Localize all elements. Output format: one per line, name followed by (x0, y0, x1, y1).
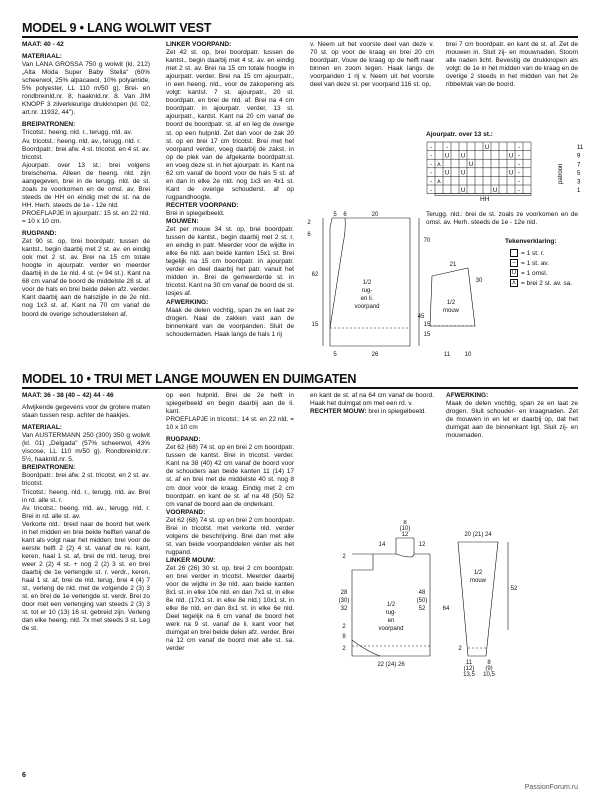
chart-row-number: 1 (577, 188, 581, 195)
m10-sleeve-label-2: mouw (469, 578, 487, 584)
m10-dim-8: 8 (403, 520, 407, 526)
m9-dim-6b: 6 (307, 232, 311, 238)
chart-symbol: U (508, 153, 514, 160)
m10-dim-10p: (10) (399, 526, 411, 532)
legend-title: Tekenverklaring: (505, 238, 557, 245)
p2tog-symbol-icon: ⋏ (511, 280, 517, 286)
chart-row-number: 5 (577, 170, 581, 177)
m10-front-label-2: rug- (385, 610, 397, 616)
model10-title: MODEL 10 • TRUI MET LANGE MOUWEN EN DUIMGATEN (22, 372, 357, 386)
chart-symbol: U (468, 162, 474, 168)
m10-dim-64: 64 (442, 606, 450, 612)
m9-back-label-4: voorpand (354, 304, 380, 310)
chart-symbol: - (430, 170, 432, 177)
body-paragraph: Van AUSTERMANN 250 (300) 350 g wolwit (kl. 01) „Delgada" (57% scheerwol, 43% viscose, LL 110 m/50 g). Rondbreinld.nr: 5½, haaknld.nr. 5. (22, 432, 150, 464)
m9-dim-5a: 5 (333, 212, 337, 218)
yarnover-symbol-icon: U (511, 270, 517, 276)
body-paragraph: Maak de delen vochtig, span ze en laat ze drogen. Naai de zakken vast aan de binnenkant van de voorpanden. Sluit de schoudernaden. Haak langs de hals 1 rij (166, 306, 294, 338)
m9-sleeve-label-2: mouw (442, 308, 460, 314)
section-heading: BREIPATRONEN: (22, 121, 76, 129)
section-heading: RUGPAND: (22, 230, 57, 238)
m9-column-1 (22, 41, 150, 319)
m10-dim-14: 14 (378, 542, 386, 548)
m10-dim-2a: 2 (342, 554, 346, 560)
chart-symbol: ⋏ (436, 179, 442, 186)
m9-dim-11: 11 (443, 352, 451, 358)
m10-dim-12p: (12) (463, 666, 475, 672)
m10-dim-48: 48 (418, 590, 426, 596)
m10-front-label-1: 1/2 (386, 602, 396, 608)
m9-back-label-1: 1/2 (362, 280, 372, 286)
body-paragraph: Afwijkende gegevens voor de grotere maten staan tussen resp. achter de haakjes. (22, 404, 150, 420)
m10-column-4 (446, 392, 578, 440)
m9-dim-30: 30 (475, 278, 483, 284)
inline-heading: RECHTER MOUW: (310, 408, 367, 416)
section-heading: MOUWEN: (166, 218, 199, 226)
section-heading: MATERIAAL: (22, 53, 62, 61)
m10-column-3 (310, 392, 434, 416)
chart-symbol: - (430, 179, 432, 186)
m10-dim-9p: (9) (485, 666, 493, 672)
chart-symbol: U (460, 170, 466, 177)
legend-knit: = 1 st. r. (510, 249, 544, 257)
body-paragraph: Av. tricotst.: heeng. nld. av., terugg. nld. r. Brei in rd. alle st. av. (22, 504, 150, 520)
chart-symbol: - (446, 144, 448, 151)
body-paragraph: Maak de delen vochtig, span ze en laat ze drogen. Sluit schouder- en kraagnaden. Zet de mouwen in en let er daarbij op, dat het duimgat aan de binnenkant ligt. Sluit zij- en mouwnaden. (446, 400, 578, 440)
section-heading: AFWERKING: (166, 298, 209, 306)
m10-front-label-3: en (387, 618, 395, 624)
body-paragraph: PROEFLAPJE in ajourpatr.: 15 st. en 22 nld. = 10 x 10 cm. (22, 209, 150, 225)
m10-dim-10-5: 10,5 (483, 672, 495, 678)
m10-dim-28: 28 (340, 590, 348, 596)
m10-sleeve-label-1: 1/2 (473, 570, 483, 576)
body-paragraph: Zet 62 (68) 74 st. op en brei 2 cm boordpatr. tussen de kantst. Brei in tricotst. verder. Kant na 38 (40) 42 cm vanaf de boord voor de schouders aan beide kanten 11 (14) 17 st. af en brei met de middelste 40 st. nog 8 cm door voor de kraag. Eindig met 2 cm boordpatr. en kant de st. af na 48 (50) 52 cm vanaf de boord aan de onderkant. (166, 444, 294, 508)
chart-symbol: U (484, 144, 490, 151)
ajour-chart (425, 140, 585, 206)
m9-dim-2: 2 (307, 220, 311, 226)
m9-schematic (305, 208, 505, 358)
m9-back-label-2: rug- (361, 288, 373, 294)
chart-symbol: - (518, 187, 520, 194)
page-number: 6 (22, 772, 26, 779)
m9-dim-45: 45 (417, 314, 425, 320)
body-paragraph: brei 7 cm boordpatr. en kant de st. af. Zet de mouwen in. Sluit zij- en mouwnaden. Stoom alle naden licht. Bevestig de drukknopen als volgt: de 1e in het midden van de kraag en de overige 2 steeds in het midden van het 2e ribbelvlak van de boord. (446, 41, 578, 89)
chart-symbol: - (430, 162, 432, 168)
m9-column-4 (446, 41, 578, 89)
chart-symbol: U (508, 170, 514, 177)
chart-row-number: 11 (577, 145, 584, 152)
m9-dim-62: 62 (311, 272, 319, 278)
section-heading: RECHTER VOORPAND: (166, 201, 239, 209)
body-paragraph: Van LANA GROSSA 750 g wolwit (kl. 212) „Alta Moda Super Baby Stella" (60% scheerwol, 25% alpacawol, 10% polyamide, 5% polyester, LL 110 m/50 g). Brei- en rondbreinld.nr. 8, haaknld.nr. 8. Van JIM KNOPF 3 zilverkleurige drukknopen (kl. 02, art.nr. 11932, 44"). (22, 61, 150, 117)
m10-dim-12b: 12 (418, 542, 426, 548)
section-heading: LINKER MOUW: (166, 556, 216, 564)
body-paragraph: Zet 42 st. op, brei boordpatr. tussen de kantst., begin daarbij met 4 st. av. en eindig met 2 st. av. Brei na 15 cm totale hoogte in ajourpatr. verder. Brei na 15 cm ajourpatr., in een heeng. nld., voor de zakopening als volgt: kantst. 7 st. ajourpatr., 20 st. boordpatr. en brei de nld. af. Brei na 4 cm boordpatr. in ajourpatr. verder, 13 st. ajourpatr., kantst. Kant na 20 cm vanaf de boord de boordpatr. st. af en leg de overige st. op een hulpnld. Zet dan voor de zak 20 st. op en brei 17 cm tricotst. Brei met het voorpand verder, voeg daarbij de zakst. in op de plek van de afgekante boordpatr.st. en voeg deze st. in het ajourpatr. in. Kant na 62 cm vanaf de boord voor de hals 5 st. af en dan in elke 2e nld. nog 1x3 en 4x1 st. Kant de overige schouderst. af op rugpandhoogte. (166, 49, 294, 201)
m10-dim-width: 22 (24) 26 (377, 662, 405, 668)
chart-symbol: - (518, 179, 520, 186)
legend-yarnover: U = 1 omsl. (511, 269, 548, 277)
section-heading: MATERIAAL: (22, 424, 62, 432)
m9-dim-10: 10 (464, 352, 472, 358)
watermark: PassionForum.ru (524, 784, 578, 791)
m9-dim-6a: 6 (343, 212, 347, 218)
m10-dim-2c: 2 (342, 646, 346, 652)
body-paragraph: Zet per mouw 34 st. op, brei boordpatr. tussen de kantst., begin daarbij met 2 st. r. en eindig in patr. Meerder voor de wijdte in elke 6e nld. aan beide kanten 15x1 st. Brei tegelijk na 15 cm boordpatr. in ajourpatr. verder en deel daarbij het patr. vanuit het midden in. Brei de gemeerderde st. in tricotst. Kant na 30 cm vanaf de boord de st. losjes af. (166, 226, 294, 298)
body-paragraph: Boordpatr.: brei afw. 4 st. tricotst. en 4 st. av. tricotst. (22, 145, 150, 161)
chart-symbol: U (444, 170, 450, 177)
m10-dim-8b: 8 (342, 634, 346, 640)
m10-dim-13-5: 13,5 (463, 672, 475, 678)
chart-symbol: - (518, 144, 520, 151)
chart-symbol: U (460, 153, 466, 160)
section-heading: RUGPAND: (166, 436, 201, 444)
m9-dim-21: 21 (449, 262, 457, 268)
model9-rule (22, 36, 578, 38)
chart-symbol: U (492, 187, 498, 194)
body-paragraph: Brei in spiegelbeeld. (166, 209, 225, 217)
legend-p2tog: ⋏ = brei 2 st. av. sa. (511, 279, 573, 287)
m10-dim-30p: (30) (338, 598, 350, 604)
section-heading: LINKER VOORPAND: (166, 41, 232, 48)
chart-symbol: - (430, 187, 432, 194)
m10-dim-32: 32 (340, 606, 348, 612)
body-paragraph: Tricotst.: heeng. nld. r., terugg. nld. av. (22, 129, 133, 137)
body-paragraph: Zet 90 st. op, brei boordpatr. tussen de kantst., begin daarbij met 2 st. av. en eindig ook met 2 st. av. Brei na 15 cm totale hoogte in ajourpatr. verder en meerder daarbij in de 1e nld. 4 st. (= 94 st.). Kant na 68 cm vanaf de boord de middelste 28 st. af voor de hals en brei beide delen afz. verder. Kant daarbij aan de halszijde in de 2e nld. nog 1x3 st. af. Kant na 70 cm vanaf de boord de overige schoudersteken af. (22, 238, 150, 318)
m10-dim-sleeve-top: 20 (21) 24 (464, 532, 492, 538)
m9-column-2 (166, 41, 294, 339)
m9-dim-20: 20 (371, 212, 379, 218)
ajour-chart-title: Ajourpatr. over 13 st.: (426, 131, 493, 138)
m9-dim-26: 26 (371, 352, 379, 358)
section-heading: MAAT: 36 - 38 (40 – 42) 44 - 46 (22, 392, 114, 399)
body-paragraph: Boordpatr.: brei afw. 2 st. tricotst. en 2 st. av. tricotst. (22, 472, 150, 488)
m9-dim-5b: 5 (333, 352, 337, 358)
chart-symbol: - (518, 162, 520, 168)
m9-sleeve-label-1: 1/2 (446, 300, 456, 306)
chart-symbol: - (518, 153, 520, 160)
chart-note: Terugg. nld.: brei de st. zoals ze voorkomen en de omsl. av. Herh. steeds de 1e - 12e nld. (426, 211, 578, 227)
body-paragraph: PROEFLAPJE in tricotst.: 14 st. en 22 nld. = 10 x 10 cm (166, 416, 294, 432)
purl-symbol-icon: – (510, 259, 518, 267)
body-paragraph: v. Neem uit het voorste deel van deze v. 70 st. op voor de kraag en brei 20 cm boordpatr. Vouw de kraag op de helft naar binnen en zoom tegen. Haak langs de voorpanden 1 rij v. Neem uit het voorste deel van deze st. per voorpand 116 st. op, (310, 41, 434, 89)
chart-row-number: 9 (577, 153, 581, 160)
chart-symbol: - (430, 153, 432, 160)
m10-dim-2d: 2 (458, 646, 462, 652)
inline-text: brei in spiegelbeeld. (368, 408, 427, 416)
body-paragraph: Verkorte nld.: breid naar de boord het werk in het midden en brei beide helften vanaf de kant als volgt naar het midden: brei voor de eerste helft 2 (2) 4 st. vanaf de re. kant, keren, haal 1 st. af, brei de nld. terug, brei weer 2 (2) 4 st. + nog 2 (2) 3 st. en brei daarbij de 1e verlengde st. r. verdr., keren, haal 1 st. af, brei de nld. terug, brei 4 (4) 7 st., verleng de nld. met de volgende 2 (3) 3 st. en brei de 1e verlengde st. verdr. Brei zo door met een verlenging van steeds 2 (3) 3 st. tot er 10 (13) 16 st. gebreid zijn. Verleng dan elke heeng. nld. 7x met steeds 3 st. Leg de st. (22, 520, 150, 633)
m10-dim-52a: 52 (418, 606, 426, 612)
knit-symbol-icon (510, 249, 518, 257)
legend-purl: – = 1 st. av. (510, 259, 549, 267)
m10-dim-50p: (50) (416, 598, 428, 604)
m10-dim-11: 11 (465, 660, 473, 666)
m10-dim-2b: 2 (342, 624, 346, 630)
body-paragraph: Tricotst.: heeng. nld. r., terugg. nld. av. Brei in rd. alle st. r. (22, 488, 150, 504)
m9-dim-15c: 15 (423, 322, 431, 328)
chart-symbol: U (460, 187, 466, 194)
section-heading: BREIPATRONEN: (22, 464, 76, 472)
m9-dim-70: 70 (423, 238, 431, 244)
section-heading (310, 408, 434, 416)
body-paragraph: op een hulpnld. Brei de 2e helft in spiegelbeeld en begin daarbij aan de li. kant. (166, 392, 294, 416)
section-heading: AFWERKING: (446, 392, 489, 399)
body-paragraph: Zet 62 (68) 74 st. op en brei 2 cm boordpatr. Brei in tricotst. met verkorte nld. verder volgens de beschrijving. Brei dan met alle st. van beide voorpanddelen verder als het rugpand. (166, 516, 294, 556)
body-paragraph: Zet 26 (26) 30 st. op, brei 2 cm boordpatr. en brei verder in tricotst. Meerder daarbij voor de wijdte in 3e nld. aan beide kanten 8x1 st. in elke 10e nld. en dan 7x1 st. in elke 8e nld. (17x1 st. in elke 8e nld.) 10x1 st. in elke 8e nld. en dan 8x1 st. in elke 6e nld. Deel tegelijk na 6 cm vanaf de boord het werk na 9 st. vanaf de li. kant voor het duimgat en brei beide delen afz. verder. Brei na 12 cm vanaf de boord met alle st. sa. verder (166, 564, 294, 653)
m10-column-2 (166, 392, 294, 654)
m10-dim-52b: 52 (510, 586, 518, 592)
m9-dim-15b: 15 (423, 332, 431, 338)
m10-column-1 (22, 392, 150, 633)
chart-symbol: - (518, 170, 520, 177)
m9-dim-15a: 15 (311, 322, 319, 328)
chart-row-number: 3 (577, 179, 581, 186)
chart-symbol: ⋏ (436, 162, 442, 168)
chart-symbol: - (430, 144, 432, 151)
chart-side-label: patroon (558, 163, 564, 184)
chart-symbol: U (444, 153, 450, 160)
chart-hh-label: HH (480, 196, 490, 203)
m10-front-label-4: voorpand (378, 626, 404, 632)
m10-dim-8c: 8 (487, 660, 491, 666)
section-heading: VOORPAND: (166, 508, 206, 516)
body-paragraph: Ajourpatr. over 13 st.: brei volgens breischema. Alleen de heeng. nld. zijn aangegeven, brei in de terugg. nld. de st. zoals ze voorkomen en de omsl. av. Brei steeds de HH en eindig met de st. na de HH. Herh. steeds de 1e - 12e nld. (22, 161, 150, 209)
model9-title: MODEL 9 • LANG WOLWIT VEST (22, 21, 212, 35)
body-paragraph: en kant de st. af na 64 cm vanaf de boord. Haak het duimgat om met een rd. v. (310, 392, 434, 408)
m9-column-3 (310, 41, 434, 89)
section-heading: MAAT: 40 - 42 (22, 41, 64, 48)
m9-back-label-3: en li. (360, 296, 374, 302)
body-paragraph: Av. tricotst.: heeng. nld. av., terugg. nld. r. (22, 137, 141, 145)
m10-dim-12: 12 (401, 532, 409, 538)
chart-row-number: 7 (577, 162, 581, 169)
m10-schematic (318, 520, 518, 680)
model10-rule (22, 387, 578, 389)
